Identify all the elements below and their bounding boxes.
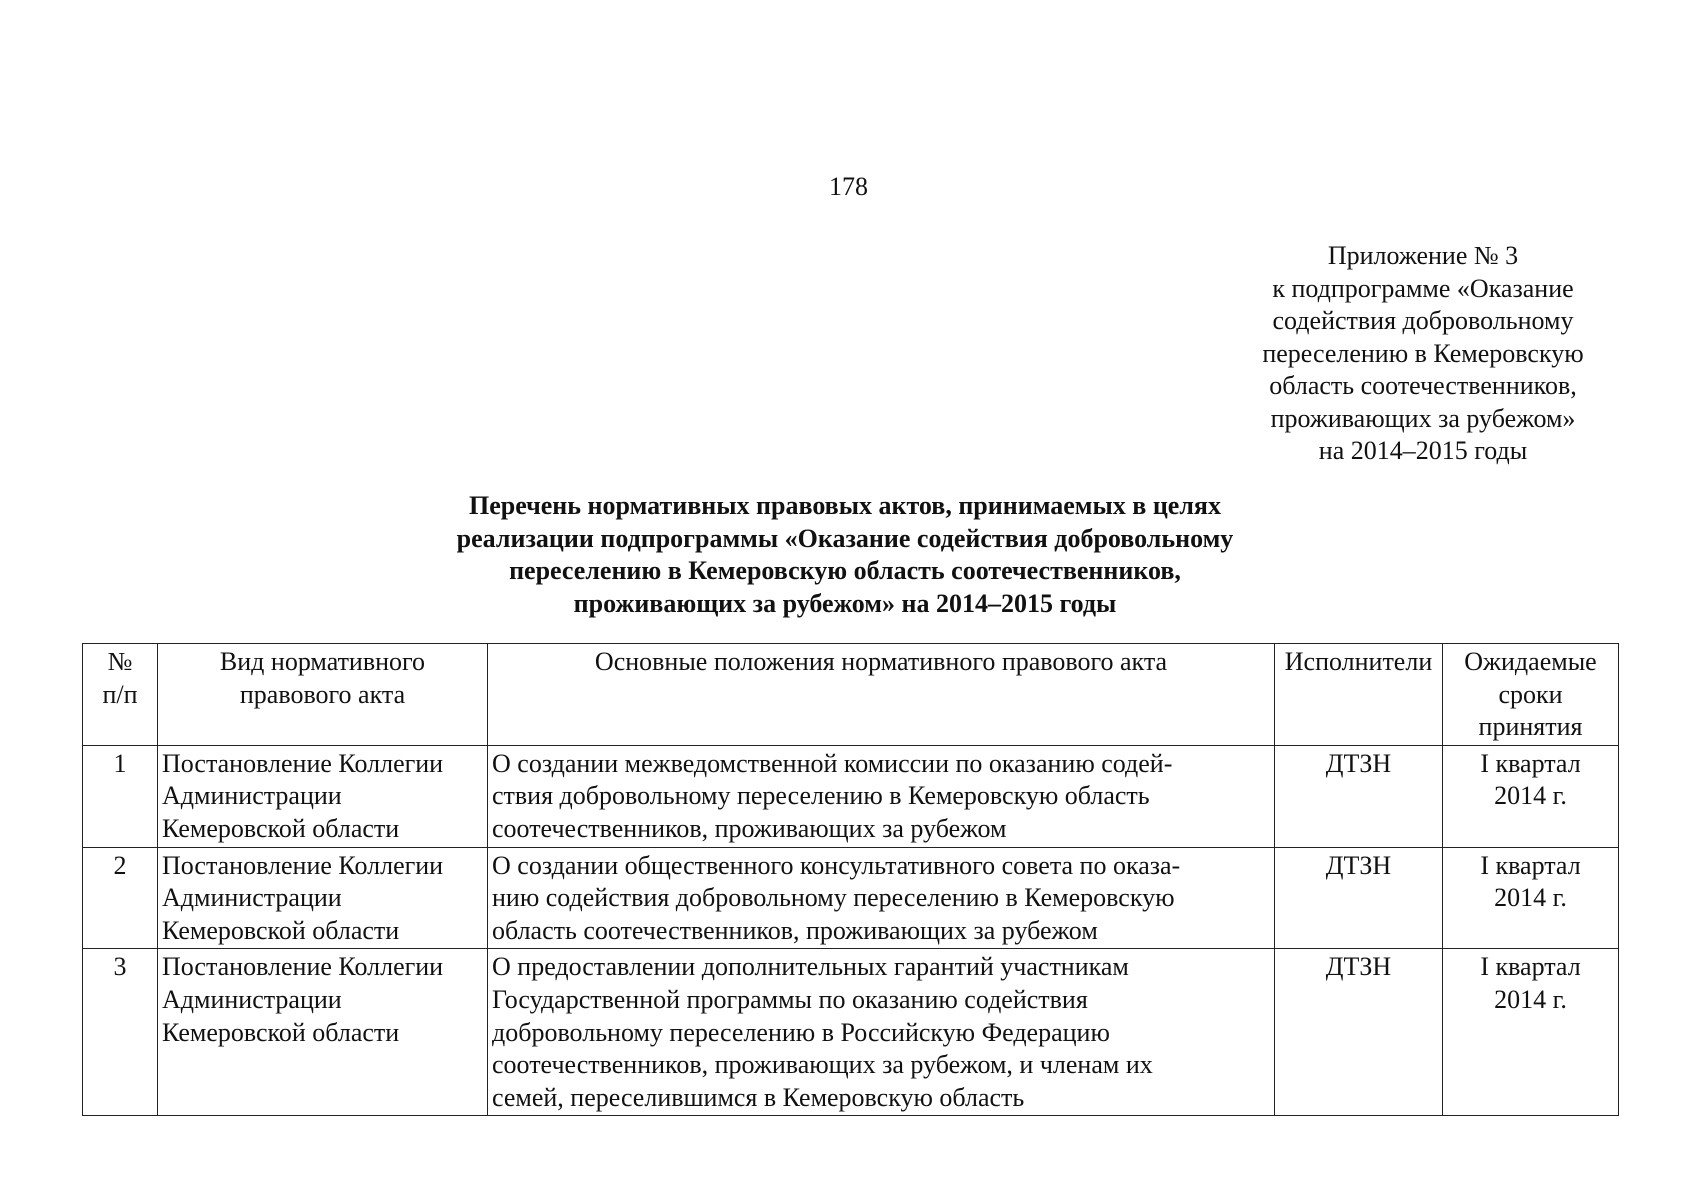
title-line: реализации подпрограммы «Оказание содействия добровольному xyxy=(456,523,1234,553)
cell-text: 2014 г. xyxy=(1494,781,1567,811)
cell-text: Государственной программы по оказанию содействия xyxy=(492,984,1088,1014)
term-cell xyxy=(1443,745,1619,847)
header-text: Исполнители xyxy=(1284,647,1433,676)
row-number: 1 xyxy=(83,745,158,847)
act-type-cell xyxy=(158,847,488,949)
cell-text: соотечественников, проживающих за рубежом, и членам их xyxy=(492,1050,1153,1080)
provisions-cell xyxy=(488,949,1275,1116)
table-row xyxy=(83,847,1619,949)
header-text: Основные положения нормативного правового акта xyxy=(594,647,1168,676)
table-row xyxy=(83,745,1619,847)
cell-text: О предоставлении дополнительных гарантий участникам xyxy=(492,952,1129,982)
header-executors xyxy=(1275,644,1443,746)
cell-text: 2014 г. xyxy=(1494,984,1567,1014)
term-cell xyxy=(1443,949,1619,1116)
header-terms xyxy=(1443,644,1619,746)
executor-cell: ДТЗН xyxy=(1275,745,1443,847)
act-type-cell xyxy=(158,745,488,847)
appendix-line: содействия добровольному xyxy=(1272,306,1574,335)
table-header-row xyxy=(83,644,1619,746)
cell-text: семей, переселившимся в Кемеровскую область xyxy=(492,1082,1025,1112)
cell-text: Кемеровской области xyxy=(162,1017,400,1047)
term-cell xyxy=(1443,847,1619,949)
row-number: 3 xyxy=(83,949,158,1116)
header-text: № xyxy=(107,647,133,676)
appendix-note xyxy=(1208,240,1638,468)
header-text: принятия xyxy=(1478,712,1583,742)
provisions-cell xyxy=(488,847,1275,949)
title-line: Перечень нормативных правовых актов, принимаемых в целях xyxy=(468,491,1221,520)
cell-text: нию содействия добровольному переселению в Кемеровскую xyxy=(492,883,1175,913)
cell-text: I квартал xyxy=(1480,748,1581,778)
executor-cell: ДТЗН xyxy=(1275,949,1443,1116)
cell-text: Администрации xyxy=(162,883,342,913)
appendix-line: к подпрограмме «Оказание xyxy=(1272,273,1574,303)
cell-text: Администрации xyxy=(162,984,342,1014)
header-text: правового акта xyxy=(239,679,406,709)
document-title xyxy=(330,490,1360,620)
header-act-type xyxy=(158,644,488,746)
cell-text: I квартал xyxy=(1480,850,1581,880)
cell-text: Администрации xyxy=(162,781,342,811)
legal-acts-table xyxy=(82,643,1619,1116)
cell-text: 2014 г. xyxy=(1494,883,1567,913)
executor-cell: ДТЗН xyxy=(1275,847,1443,949)
cell-text: О создании межведомственной комиссии по оказанию содей- xyxy=(492,748,1173,778)
appendix-line: Приложение № 3 xyxy=(1327,241,1519,270)
table-row xyxy=(83,949,1619,1116)
appendix-line: область соотечественников, xyxy=(1269,371,1577,400)
cell-text: Постановление Коллегии xyxy=(162,952,444,982)
provisions-cell xyxy=(488,745,1275,847)
cell-text: Кемеровской области xyxy=(162,813,400,843)
cell-text: Постановление Коллегии xyxy=(162,850,444,880)
page-number: 178 xyxy=(829,172,868,201)
cell-text: ствия добровольному переселению в Кемеровскую область xyxy=(492,781,1150,811)
row-number: 2 xyxy=(83,847,158,949)
title-line: переселению в Кемеровскую область соотечественников, xyxy=(509,556,1181,585)
appendix-line: переселению в Кемеровскую xyxy=(1262,338,1584,368)
cell-text: I квартал xyxy=(1480,952,1581,982)
cell-text: Кемеровской области xyxy=(162,915,400,945)
appendix-line: на 2014–2015 годы xyxy=(1318,436,1528,465)
header-text: сроки xyxy=(1498,679,1563,709)
cell-text: О создании общественного консультативного совета по оказа- xyxy=(492,850,1181,880)
header-provisions xyxy=(488,644,1275,746)
cell-text: Постановление Коллегии xyxy=(162,748,444,778)
act-type-cell xyxy=(158,949,488,1116)
cell-text: добровольному переселению в Российскую Федерацию xyxy=(492,1017,1110,1047)
header-num xyxy=(83,644,158,746)
cell-text: область соотечественников, проживающих за рубежом xyxy=(492,915,1098,945)
title-line: проживающих за рубежом» на 2014–2015 годы xyxy=(573,588,1117,618)
appendix-line: проживающих за рубежом» xyxy=(1270,403,1576,433)
header-text: п/п xyxy=(102,679,138,709)
cell-text: соотечественников, проживающих за рубежом xyxy=(492,813,1007,843)
header-text: Вид нормативного xyxy=(219,647,426,676)
header-text: Ожидаемые xyxy=(1464,647,1597,676)
